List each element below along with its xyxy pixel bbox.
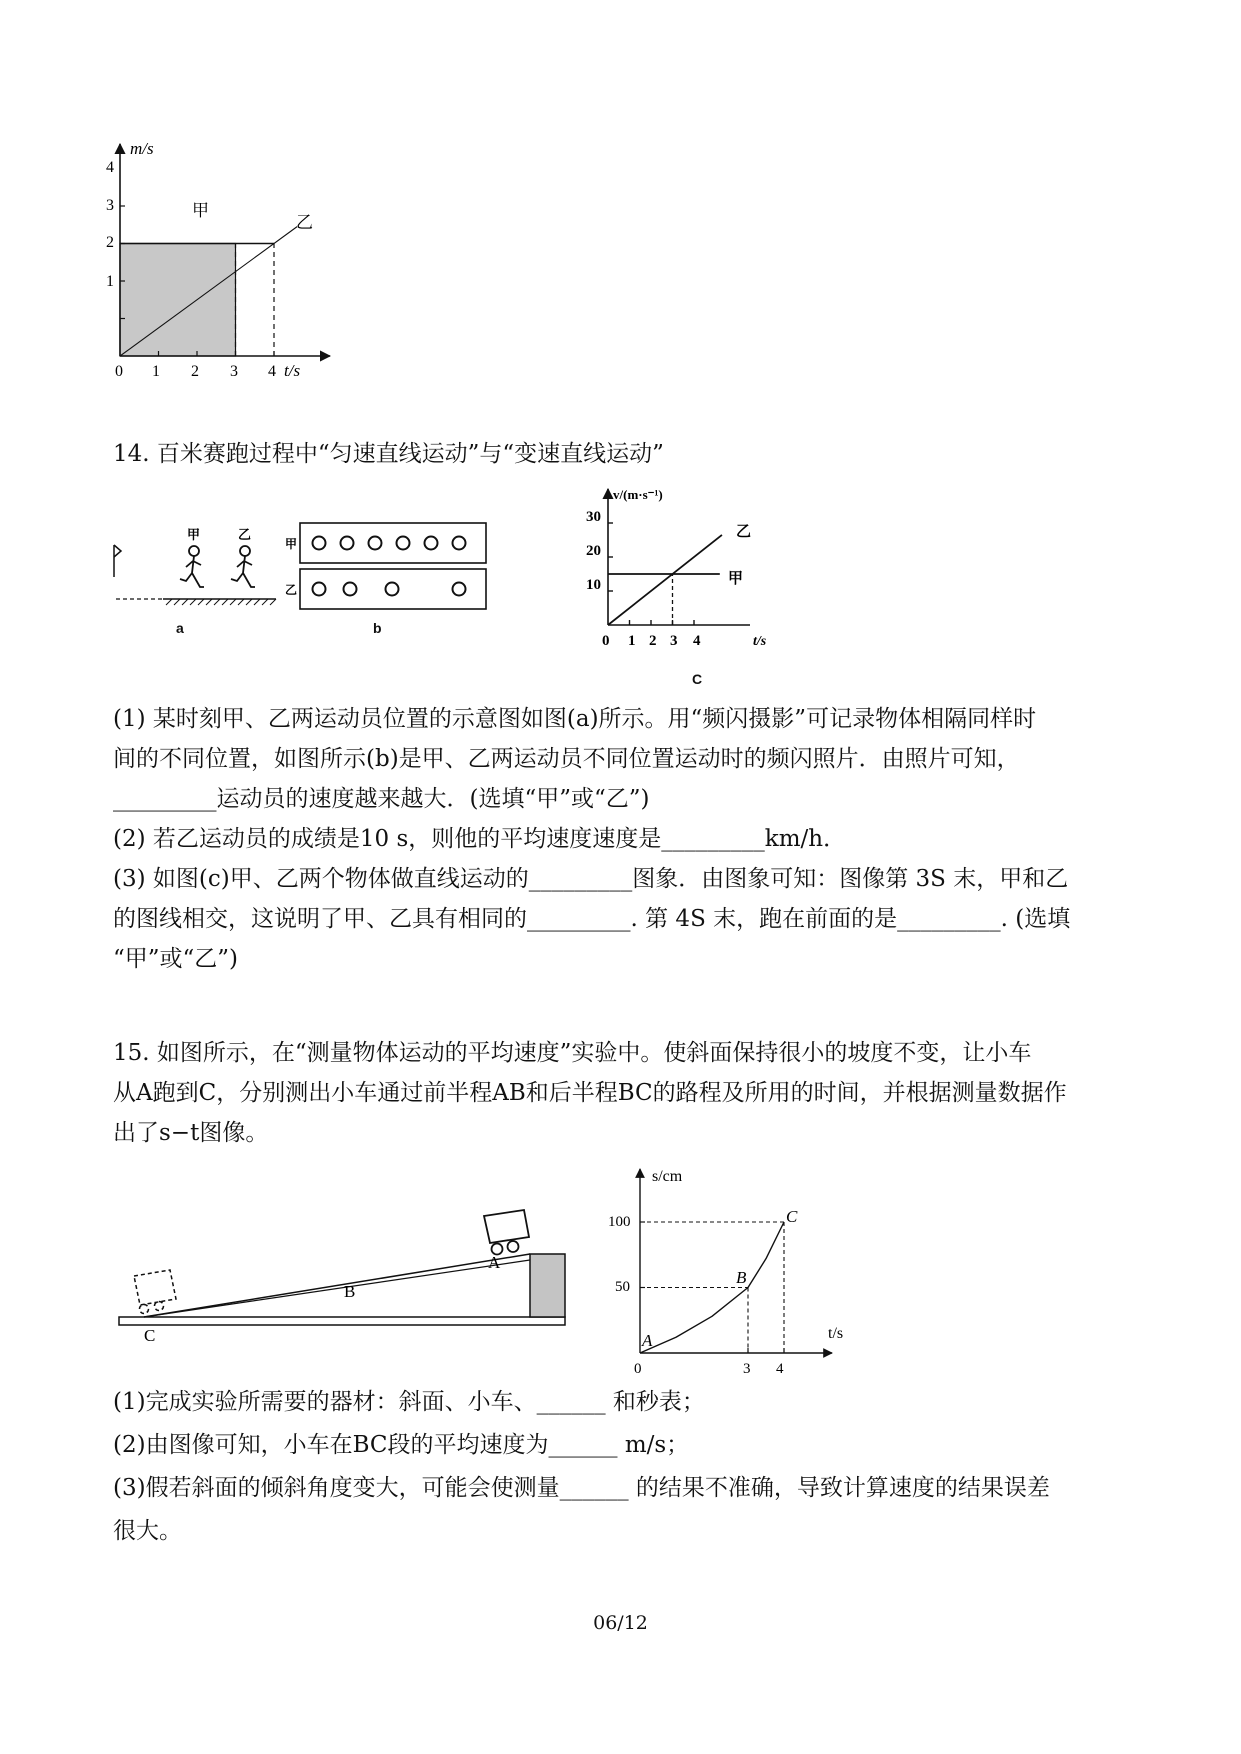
- fig13-ytick-4: 4: [106, 159, 114, 176]
- q15-answer-line-3: (3)假若斜面的倾斜角度变大，可能会使测量______ 的结果不准确，导致计算速度的结果误差: [113, 1475, 1050, 1501]
- fig-c-xtick-2: 2: [649, 633, 657, 649]
- q14-fig-b-label: b: [373, 620, 382, 636]
- q14-title: 14. 百米赛跑过程中“匀速直线运动”与“变速直线运动”: [113, 441, 664, 467]
- runner-jia-icon: [180, 546, 204, 587]
- fig13-ytick-2: 2: [106, 234, 114, 251]
- fig-c-ytick-20: 20: [586, 543, 601, 559]
- fig13-series-yi-label: 乙: [296, 213, 313, 232]
- q15-text-line-1: 15. 如图所示，在“测量物体运动的平均速度”实验中。使斜面保持很小的坡度不变，让小车: [113, 1040, 1032, 1066]
- st-plot-area: [640, 1222, 784, 1353]
- st-point-b: B: [736, 1268, 747, 1287]
- support-block: [530, 1254, 565, 1317]
- finish-flag-icon: [114, 545, 121, 557]
- st-point-c: C: [786, 1207, 798, 1226]
- cart-at-c-dashed-icon: [134, 1270, 176, 1314]
- st-ytick-50: 50: [615, 1279, 630, 1295]
- q15-answer-line-2: (2)由图像可知，小车在BC段的平均速度为______ m/s；: [113, 1432, 690, 1458]
- st-x-axis-label: t/s: [828, 1325, 844, 1342]
- fig13-xtick-0: 0: [115, 363, 123, 380]
- fig13-xtick-3: 3: [230, 363, 238, 380]
- q14-text-line-4: (2) 若乙运动员的成绩是10 s，则他的平均速度速度是_________km/h．: [113, 826, 847, 852]
- st-xtick-4: 4: [776, 1361, 784, 1377]
- fig13-xtick-1: 1: [152, 363, 160, 380]
- st-point-a: A: [642, 1331, 653, 1350]
- fig13-series-jia-label: 甲: [192, 201, 209, 220]
- st-y-axis-label: s/cm: [652, 1168, 683, 1185]
- fig-c-xtick-4: 4: [693, 633, 701, 649]
- q14-text-line-2: 间的不同位置，如图所示(b)是甲、乙两运动员不同位置运动时的频闪照片．由照片可知，: [113, 746, 1020, 772]
- q15-answer-line-1: (1)完成实验所需要的器材：斜面、小车、______ 和秒表；: [113, 1389, 705, 1415]
- q15-text-line-2: 从A跑到C，分别测出小车通过前半程AB和后半程BC的路程及所用的时间，并根据测量数据作: [113, 1080, 1067, 1106]
- q14-text-line-7: “甲”或“乙”): [113, 946, 239, 972]
- q14-fig-c-graph: [575, 485, 790, 655]
- q15-incline-diagram: [112, 1198, 572, 1348]
- q14-fig-a-label: a: [176, 620, 184, 636]
- incline-point-c: C: [144, 1326, 156, 1345]
- incline-point-b: B: [344, 1282, 356, 1301]
- fig-c-xtick-3: 3: [670, 633, 678, 649]
- incline-ramp-lower: [144, 1260, 530, 1317]
- fig-c-xtick-0: 0: [602, 633, 610, 649]
- strobe-jia-dots: [313, 537, 466, 550]
- incline-ramp: [144, 1254, 530, 1317]
- fig13-shaded-area: [120, 244, 236, 357]
- fig13-graph: [100, 140, 360, 380]
- strobe-jia-label: 甲: [285, 537, 298, 551]
- q14-fig-c-label: C: [692, 671, 703, 687]
- q14-fig-b-strobe: [282, 515, 494, 615]
- fig13-x-axis-label: t/s: [284, 361, 301, 380]
- fig-c-plot-area: [608, 523, 722, 625]
- st-xtick-0: 0: [634, 1361, 642, 1377]
- runner-yi-label: 乙: [238, 527, 252, 542]
- strobe-yi-label: 乙: [285, 583, 298, 597]
- q14-text-line-1: (1) 某时刻甲、乙两运动员位置的示意图如图(a)所示。用“频闪摄影”可记录物体相隔同样时: [113, 706, 1037, 732]
- q15-answer-line-4: 很大。: [113, 1518, 182, 1544]
- q15-text-line-3: 出了s−t图像。: [113, 1120, 269, 1146]
- incline-point-a: A: [488, 1253, 501, 1272]
- fig13-plot-area: [120, 206, 297, 356]
- fig-c-ytick-10: 10: [586, 577, 601, 593]
- fig13-xtick-2: 2: [191, 363, 199, 380]
- runner-jia-label: 甲: [187, 527, 201, 542]
- strobe-yi-dots: [313, 583, 466, 596]
- ground-hatch: [166, 599, 276, 605]
- fig-c-series-jia-label: 甲: [728, 571, 744, 587]
- page-number: 06/12: [593, 1612, 648, 1634]
- fig13-y-axis-label: m/s: [130, 140, 154, 158]
- q14-fig-a-runners: [108, 515, 283, 625]
- st-ytick-100: 100: [608, 1214, 631, 1230]
- runner-yi-icon: [231, 546, 255, 587]
- strobe-yi-box: [300, 569, 486, 609]
- q14-text-line-6: 的图线相交，这说明了甲、乙具有相同的_________. 第 4S 末，跑在前面的是_________. (选填: [113, 906, 1071, 932]
- q14-text-line-3: _________运动员的速度越来越大．(选填“甲”或“乙”): [113, 786, 650, 812]
- fig13-ytick-1: 1: [106, 273, 114, 290]
- fig-c-xtick-1: 1: [628, 633, 636, 649]
- fig13-ytick-3: 3: [106, 197, 114, 214]
- fig-c-x-axis-label: t/s: [753, 634, 767, 649]
- fig-c-ytick-30: 30: [586, 509, 601, 525]
- strobe-jia-box: [300, 523, 486, 563]
- q14-text-line-5: (3) 如图(c)甲、乙两个物体做直线运动的_________图象．由图象可知：图像第 3S 末，甲和乙: [113, 866, 1069, 892]
- fig-c-y-axis-label: v/(m·s⁻¹): [613, 487, 663, 502]
- st-xtick-3: 3: [743, 1361, 751, 1377]
- cart-at-a-icon: [484, 1210, 529, 1255]
- fig-c-series-yi-line: [608, 535, 722, 625]
- q15-st-graph: [600, 1163, 860, 1378]
- table-base: [119, 1317, 565, 1325]
- fig13-xtick-4: 4: [268, 363, 276, 380]
- fig-c-series-yi-label: 乙: [736, 524, 752, 540]
